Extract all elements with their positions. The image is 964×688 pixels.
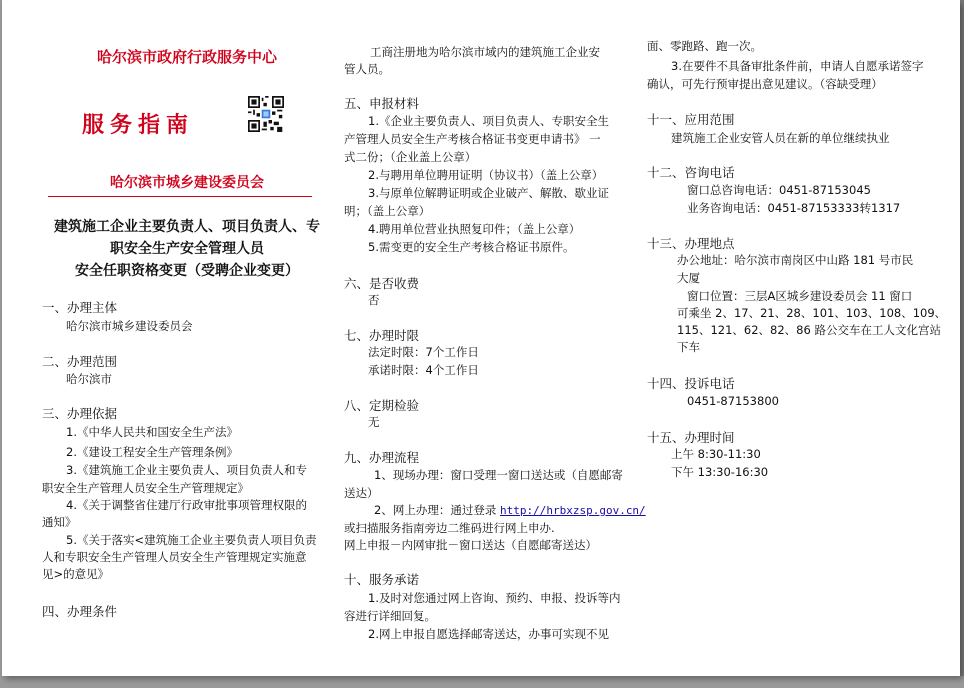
section-text: [374, 502, 646, 519]
section-text: 容进行详细回复。: [344, 609, 436, 623]
service-guide-title: 服务指南: [82, 112, 195, 138]
section-text: 职安全生产管理人员安全生产管理规定》: [42, 481, 249, 495]
section-heading: 一、办理主体: [42, 300, 118, 315]
section-text: 见>的意见》: [42, 567, 110, 581]
section-text: 承诺时限：4个工作日: [368, 363, 479, 377]
section-text: 通知》: [42, 515, 77, 529]
section-text: 工商注册地为哈尔滨市域内的建筑施工企业安: [370, 45, 600, 59]
section-text: 2.《建设工程安全生产管理条例》: [66, 445, 238, 459]
section-text: 无: [368, 415, 380, 429]
section-text: 1.《企业主要负责人、项目负责人、专职安全生: [368, 114, 609, 128]
online-service-link[interactable]: http://hrbxzsp.gov.cn/: [499, 504, 646, 517]
section-text: 下午 13:30-16:30: [671, 465, 769, 479]
section-text: 办公地址：哈尔滨市南岗区中山路 181 号市民: [677, 253, 914, 267]
section-text: 哈尔滨市: [66, 372, 112, 386]
section-heading: 八、定期检验: [344, 398, 420, 413]
section-text: 上午 8:30-11:30: [671, 447, 761, 461]
section-text: 窗口总咨询电话：0451-87153045: [687, 183, 871, 197]
section-text: 建筑施工企业安管人员在新的单位继续执业: [671, 131, 890, 145]
title-divider: [48, 196, 312, 197]
section-heading: 九、办理流程: [344, 450, 420, 465]
document-title-line: 建筑施工企业主要负责人、项目负责人、专: [54, 219, 320, 235]
section-text: 115、121、62、82、86 路公交车在工人文化宫站: [677, 323, 941, 337]
document-page: [2, 0, 960, 676]
section-heading: 十五、办理时间: [647, 430, 735, 445]
section-text: 否: [368, 293, 380, 307]
qr-code-icon[interactable]: [248, 96, 284, 132]
org-name: 哈尔滨市政府行政服务中心: [96, 48, 277, 66]
section-text: 3.与原单位解聘证明或企业破产、解散、歇业证: [368, 186, 609, 200]
section-text: 业务咨询电话：0451-87153333转1317: [687, 201, 901, 215]
section-text: 5.需变更的安全生产考核合格证书原件。: [368, 240, 575, 254]
section-text: 确认，可先行预审提出意见建议。（容缺受理）: [647, 77, 883, 91]
section-text: 4.聘用单位营业执照复印件；（盖上公章）: [368, 222, 581, 236]
section-text: 5.《关于落实<建筑施工企业主要负责人项目负责: [66, 533, 317, 547]
section-heading: 十四、投诉电话: [647, 376, 735, 391]
section-heading: 十、服务承诺: [344, 572, 420, 587]
page-shadow-right: [960, 0, 964, 688]
online-intro: 2、网上办理：通过登录: [374, 503, 497, 517]
section-heading: 二、办理范围: [42, 354, 118, 369]
section-text: 下车: [677, 340, 700, 354]
document-title: [42, 216, 332, 282]
section-text: 送达）: [344, 486, 379, 500]
section-text: 明；（盖上公章）: [344, 204, 431, 218]
section-text: 1.及时对您通过网上咨询、预约、申报、投诉等内: [368, 591, 621, 605]
section-text: 或扫描服务指南旁边二维码进行网上申办.: [344, 521, 555, 535]
section-text: 哈尔滨市城乡建设委员会: [66, 319, 193, 333]
section-text: 3.在要件不具备审批条件前，申请人自愿承诺签字: [671, 59, 924, 73]
section-heading: 三、办理依据: [42, 406, 118, 421]
section-text: 2.与聘用单位聘用证明（协议书）（盖上公章）: [368, 168, 604, 182]
section-text: 产管理人员安全生产考核合格证书变更申请书》 一: [344, 132, 601, 146]
section-heading: 四、办理条件: [42, 604, 118, 619]
section-text: 管人员。: [344, 62, 390, 76]
section-heading: 十三、办理地点: [647, 236, 735, 251]
section-text: 1.《中华人民共和国安全生产法》: [66, 425, 238, 439]
section-text: 网上申报－内网审批－窗口送达（自愿邮寄送达）: [344, 538, 597, 552]
page-shadow-bottom: [0, 676, 964, 688]
section-heading: 十二、咨询电话: [647, 165, 735, 180]
section-text: 可乘坐 2、17、21、28、101、103、108、109、: [677, 306, 947, 320]
section-text: 1、现场办理：窗口受理一窗口送达或（自愿邮寄: [374, 468, 623, 482]
section-text: 窗口位置：三层A区城乡建设委员会 11 窗口: [687, 289, 913, 303]
committee-name: 哈尔滨市城乡建设委员会: [110, 175, 264, 191]
section-text: 0451-87153800: [687, 394, 779, 408]
document-title-line: 安全任职资格变更（受聘企业变更）: [75, 263, 299, 279]
document-title-line: 职安全生产安全管理人员: [110, 241, 264, 257]
section-text: 法定时限：7个工作日: [368, 345, 479, 359]
section-text: 面、零跑路、跑一次。: [647, 39, 762, 53]
section-text: 大厦: [677, 271, 700, 285]
section-text: 式二份；（企业盖上公章）: [344, 150, 477, 164]
section-heading: 五、申报材料: [344, 96, 420, 111]
section-text: 2.网上申报自愿选择邮寄送达，办事可实现不见: [368, 627, 609, 641]
section-heading: 十一、应用范围: [647, 112, 735, 127]
section-text: 3.《建筑施工企业主要负责人、项目负责人和专: [66, 463, 307, 477]
section-text: 人和专职安全生产管理人员安全生产管理规定实施意: [42, 550, 307, 564]
section-heading: 六、是否收费: [344, 276, 420, 291]
section-text: 4.《关于调整省住建厅行政审批事项管理权限的: [66, 498, 307, 512]
section-heading: 七、办理时限: [344, 328, 420, 343]
